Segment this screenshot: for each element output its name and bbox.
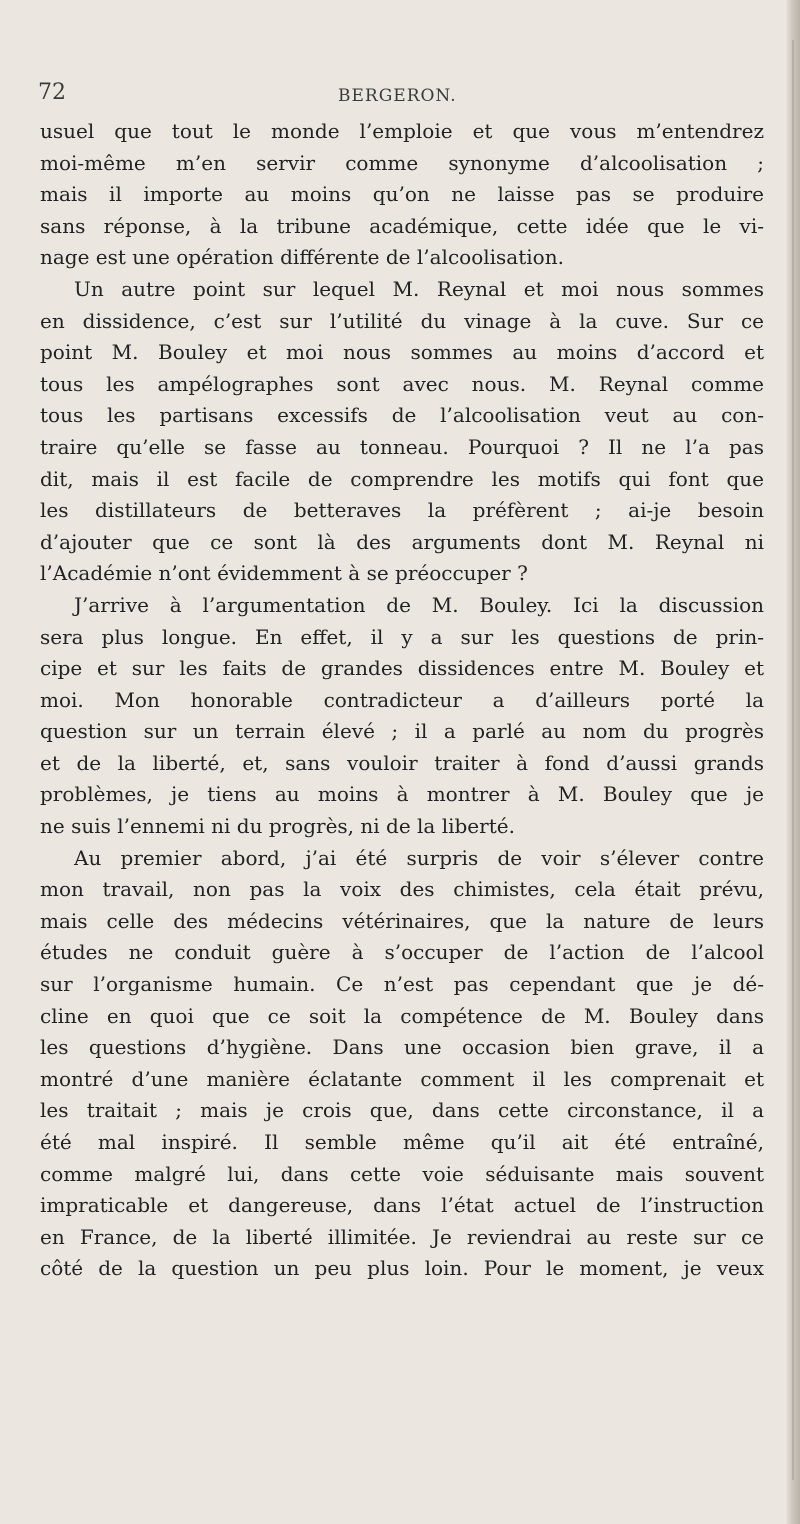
text-line: usuel que tout le monde l’emploie et que vous m’entendrez [40,119,764,143]
text-line: traire qu’elle se fasse au tonneau. Pourquoi ? Il ne l’a pas [40,434,764,459]
text-line: nage est une opération différente de l’alcoolisation. [40,245,564,270]
body-text [40,116,764,1285]
text-line: été mal inspiré. Il semble même qu’il ait été entraîné, [40,1130,764,1154]
text-line: J’arrive à l’argumentation de M. Bouley. Ici la discussion [74,592,764,617]
text-line: les questions d’hygiène. Dans une occasion bien grave, il a [40,1035,764,1060]
text-line: cline en quoi que ce soit la compétence de M. Bouley dans [40,1003,764,1028]
text-line: mon travail, non pas la voix des chimistes, cela était prévu, [40,877,764,902]
text-line: et de la liberté, et, sans vouloir traiter à fond d’aussi grands [40,750,764,775]
running-title: BERGERON. [338,86,457,106]
text-line: les traitait ; mais je crois que, dans cette circonstance, il a [40,1098,764,1123]
text-line: cipe et sur les faits de grandes dissidences entre M. Bouley et [40,656,764,681]
text-line: dit, mais il est facile de comprendre les motifs qui font que [40,466,764,491]
text-line: mais il importe au moins qu’on ne laisse pas se produire [40,182,764,207]
text-line: mais celle des médecins vétérinaires, que la nature de leurs [40,908,764,933]
page-edge-shadow [792,40,794,1480]
text-line: problèmes, je tiens au moins à montrer à M. Bouley que je [40,782,764,807]
text-line: en dissidence, c’est sur l’utilité du vinage à la cuve. Sur ce [40,308,764,333]
text-line: montré d’une manière éclatante comment il les comprenait et [40,1066,764,1091]
text-line: sur l’organisme humain. Ce n’est pas cependant que je dé- [40,972,764,997]
text-line: en France, de la liberté illimitée. Je reviendrai au reste sur ce [40,1224,764,1249]
text-line: côté de la question un peu plus loin. Pour le moment, je veux [40,1256,764,1281]
text-line: moi-même m’en servir comme synonyme d’alcoolisation ; [40,150,764,175]
text-line: sera plus longue. En effet, il y a sur les questions de prin- [40,624,764,649]
text-line: études ne conduit guère à s’occuper de l’action de l’alcool [40,940,764,965]
text-line: l’Académie n’ont évidemment à se préoccuper ? [40,561,528,586]
text-line: impraticable et dangereuse, dans l’état actuel de l’instruction [40,1193,764,1218]
text-line: tous les partisans excessifs de l’alcoolisation veut au con- [40,403,764,428]
running-header [38,80,778,110]
page-number: 72 [38,80,66,105]
text-line: moi. Mon honorable contradicteur a d’ailleurs porté la [40,687,764,712]
text-line: Au premier abord, j’ai été surpris de voir s’élever contre [74,845,764,870]
text-line: d’ajouter que ce sont là des arguments dont M. Reynal ni [40,529,764,554]
text-line: question sur un terrain élevé ; il a parlé au nom du progrès [40,719,764,744]
text-line: les distillateurs de betteraves la préfèrent ; ai-je besoin [40,498,764,523]
text-line: point M. Bouley et moi nous sommes au moins d’accord et [40,340,764,365]
text-line: Un autre point sur lequel M. Reynal et moi nous sommes [74,276,764,301]
text-line: comme malgré lui, dans cette voie séduisante mais souvent [40,1161,764,1186]
text-line: ne suis l’ennemi ni du progrès, ni de la liberté. [40,814,515,839]
text-line: tous les ampélographes sont avec nous. M. Reynal comme [40,371,764,396]
text-line: sans réponse, à la tribune académique, cette idée que le vi- [40,213,764,238]
